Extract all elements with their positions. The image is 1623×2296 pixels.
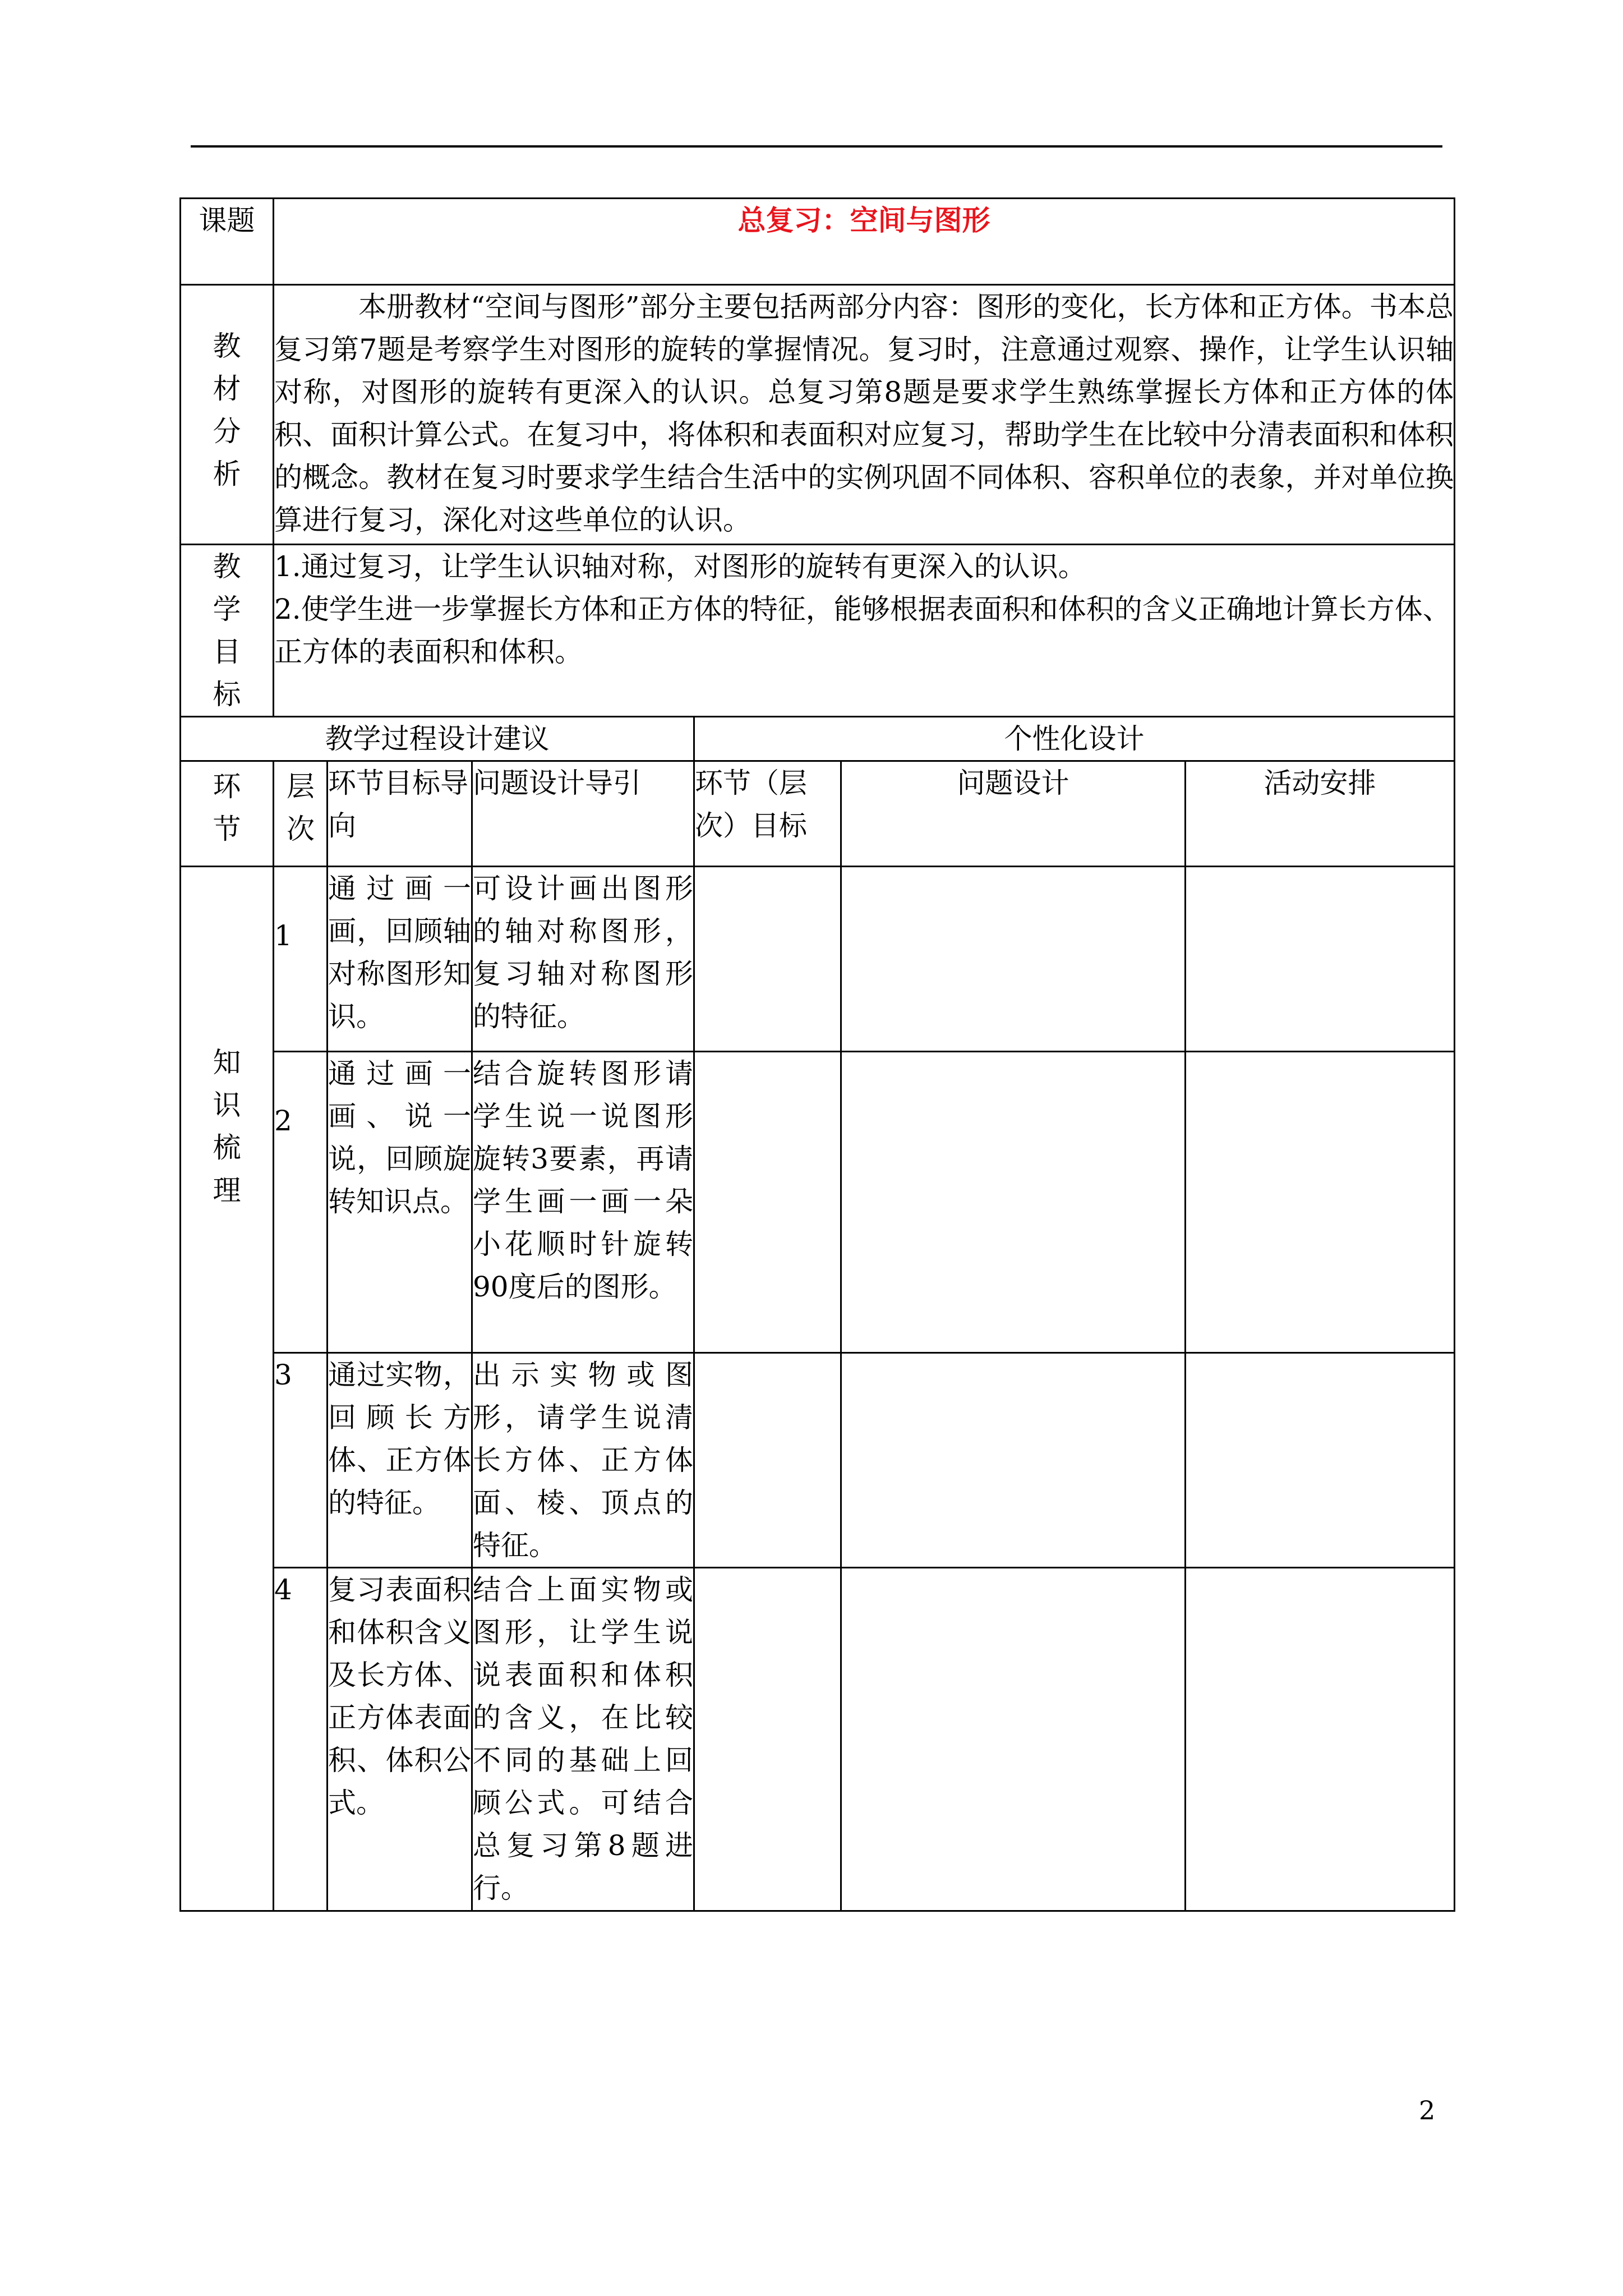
table-row (181, 867, 1455, 1052)
goals-list (274, 545, 1455, 717)
target-cell: 复习表面积和体积含义及长方体、正方体表面积、体积公式。 (328, 1568, 472, 1911)
guide-cell: 可设计画出图形的轴对称图形，复习轴对称图形的特征。 (472, 867, 694, 1052)
target-cell: 通过画一画、说一说，回顾旋转知识点。 (328, 1052, 472, 1353)
own-target-cell[interactable] (694, 867, 841, 1052)
analysis-row (181, 285, 1455, 545)
table-row (181, 1568, 1455, 1911)
goal-item: 1.通过复习，让学生认识轴对称，对图形的旋转有更深入的认识。 (274, 550, 1086, 583)
column-header-row (181, 761, 1455, 867)
process-design-header: 教学过程设计建议 (181, 717, 694, 761)
guide-cell: 结合旋转图形请学生说一说图形旋转3要素，再请学生画一画一朵小花顺时针旋转90度后的图形。 (472, 1052, 694, 1353)
guide-cell: 出示实物或图形，请学生说清长方体、正方体面、棱、顶点的特征。 (472, 1353, 694, 1568)
table-row (181, 1052, 1455, 1353)
analysis-text: 本册教材“空间与图形”部分主要包括两部分内容：图形的变化，长方体和正方体。书本总复习第7题是考察学生对图形的旋转的掌握情况。复习时，注意通过观察、操作，让学生认识轴对称，对图形的旋转有更深入的认识。总复习第8题是要求学生熟练掌握长方体和正方体的体积、面积计算公式。在复习中，将体积和表面积对应复习，帮助学生在比较中分清表面积和体积的概念。教材在复习时要求学生结合生活中的实例巩固不同体积、容积单位的表象，并对单位换算进行复习，深化对这些单位的认识。 (274, 285, 1455, 545)
own-question-cell[interactable] (841, 867, 1186, 1052)
own-target-cell[interactable] (694, 1353, 841, 1568)
topic-label: 课题 (181, 199, 274, 285)
col-level: 层次 (274, 761, 328, 867)
target-cell: 通过画一画，回顾轴对称图形知识。 (328, 867, 472, 1052)
header-rule (191, 145, 1442, 148)
activity-cell[interactable] (1186, 1052, 1455, 1353)
personal-design-header: 个性化设计 (694, 717, 1455, 761)
level-number: 2 (274, 1052, 328, 1353)
activity-cell[interactable] (1186, 1568, 1455, 1911)
activity-cell[interactable] (1186, 867, 1455, 1052)
level-number: 3 (274, 1353, 328, 1568)
topic-row (181, 199, 1455, 285)
guide-cell: 结合上面实物或图形，让学生说说表面积和体积的含义，在比较不同的基础上回顾公式。可结合总复习第8题进行。 (472, 1568, 694, 1911)
level-number: 1 (274, 867, 328, 1052)
col-guide: 问题设计导引 (472, 761, 694, 867)
own-question-cell[interactable] (841, 1052, 1186, 1353)
col-target: 环节目标导向 (328, 761, 472, 867)
activity-cell[interactable] (1186, 1353, 1455, 1568)
col-own-question: 问题设计 (841, 761, 1186, 867)
goals-label: 教 学 目 标 (181, 545, 274, 717)
page-number: 2 (1419, 2095, 1436, 2125)
lesson-plan-table (179, 197, 1455, 1912)
col-own-target: 环节（层次）目标 (694, 761, 841, 867)
analysis-label: 教 材 分 析 (181, 285, 274, 545)
table-row (181, 1353, 1455, 1568)
goals-row (181, 545, 1455, 717)
own-target-cell[interactable] (694, 1052, 841, 1353)
own-question-cell[interactable] (841, 1353, 1186, 1568)
col-segment: 环节 (181, 761, 274, 867)
design-section-row (181, 717, 1455, 761)
segment-label: 知 识 梳 理 (181, 867, 274, 1911)
level-number: 4 (274, 1568, 328, 1911)
goal-item: 2.使学生进一步掌握长方体和正方体的特征，能够根据表面积和体积的含义正确地计算长方体、正方体的表面积和体积。 (274, 593, 1451, 668)
own-target-cell[interactable] (694, 1568, 841, 1911)
page-title: 总复习：空间与图形 (274, 199, 1455, 285)
col-activity: 活动安排 (1186, 761, 1455, 867)
target-cell: 通过实物，回顾长方体、正方体的特征。 (328, 1353, 472, 1568)
own-question-cell[interactable] (841, 1568, 1186, 1911)
